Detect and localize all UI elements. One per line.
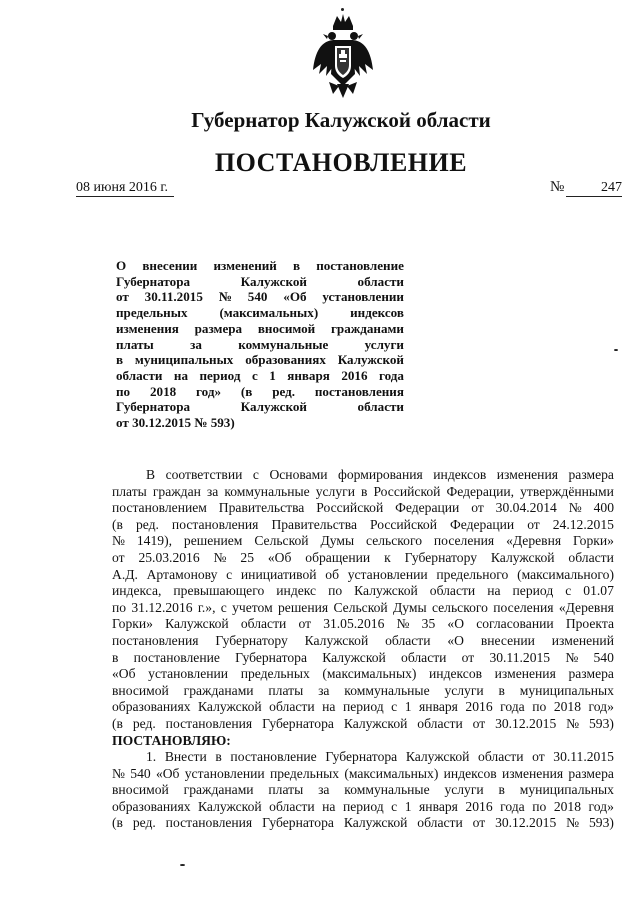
body-line: вносимой гражданами платы за коммунальные услуги в муниципальных [112,782,614,798]
subject-line: О внесении изменений в постановление [116,258,404,273]
subject-line: области на период с 1 января 2016 года [116,367,404,383]
issuing-authority: Губернатор Калужской области [191,108,491,132]
subject-line: Губернатора Калужской области [116,273,404,289]
body-line: платы граждан за коммунальные услуги в Российской Федерации, утверждёнными [112,483,614,499]
body-line: № 540 «Об установлении предельных (максимальных) индексов изменения размера [112,765,614,781]
document-number-label: № [550,179,565,195]
subject-line: от 30.11.2015 № 540 «Об установлении [116,289,404,305]
body-line: Горки» Калужской области от 31.05.2016 № 35 «О согласовании Проекта [112,616,614,632]
coat-of-arms-emblem [311,12,375,100]
body-line: в постановление Губернатора Калужской области от 30.11.2015 № 540 [112,649,614,665]
document-subject [116,258,404,431]
body-line: образованиях Калужской области на период с 1 января 2016 года по 2018 год» [112,699,614,715]
body-line: вносимой гражданами платы за коммунальные услуги в муниципальных [112,682,614,698]
subject-line: в муниципальных образованиях Калужской [116,352,404,368]
body-line: индекса, превышающего индекс по Калужской области на период с 01.07 [112,583,614,599]
subject-line: платы за коммунальные услуги [116,336,404,352]
scan-speck [614,349,618,351]
document-body [112,467,614,832]
body-line: В соответствии с Основами формирования индексов изменения размера [146,467,614,482]
document-date: 08 июня 2016 г. [76,180,174,197]
subject-line: Губернатора Калужской области [116,399,404,415]
subject-line: изменения размера вносимой гражданами [116,320,404,336]
body-line: № 1419), решением Сельской Думы сельского поселения «Деревня Горки» [112,533,614,549]
subject-line: по 2018 год» (в ред. постановления [116,383,404,399]
scan-speck [180,864,185,866]
subject-line: от 30.12.2015 № 593) [116,415,235,431]
decree-keyword: ПОСТАНОВЛЯЮ: [112,732,231,748]
body-line: образованиях Калужской области на период с 1 января 2016 года по 2018 год» [112,798,614,814]
body-line: А.Д. Артамонову с инициативой об установлении предельного (максимального) [112,566,614,582]
body-line: (в ред. постановления Правительства Российской Федерации от 24.12.2015 [112,516,614,532]
document-type-title: ПОСТАНОВЛЕНИЕ [214,148,468,177]
body-line: от 25.03.2016 № 25 «Об обращении к Губернатору Калужской области [112,549,614,565]
document-number: 247 [566,180,622,197]
body-line: 1. Внести в постановление Губернатора Калужской области от 30.11.2015 [146,749,614,765]
body-line: (в ред. постановления Губернатора Калужской области от 30.12.2015 № 593) [112,715,614,731]
body-line: по 31.12.2016 г.», с учетом решения Сельской Думы сельского поселения «Деревня [112,599,614,615]
body-line: (в ред. постановления Губернатора Калужской области от 30.12.2015 № 593) [112,815,614,831]
body-line: постановления Губернатору Калужской области «О внесении изменений [112,632,614,648]
scan-speck [341,8,344,11]
subject-line: предельных (максимальных) индексов [116,305,404,321]
body-line: постановлением Правительства Российской Федерации от 30.04.2014 № 400 [112,500,614,516]
body-line: «Об установлении предельных (максимальных) индексов изменения размера [112,666,614,682]
